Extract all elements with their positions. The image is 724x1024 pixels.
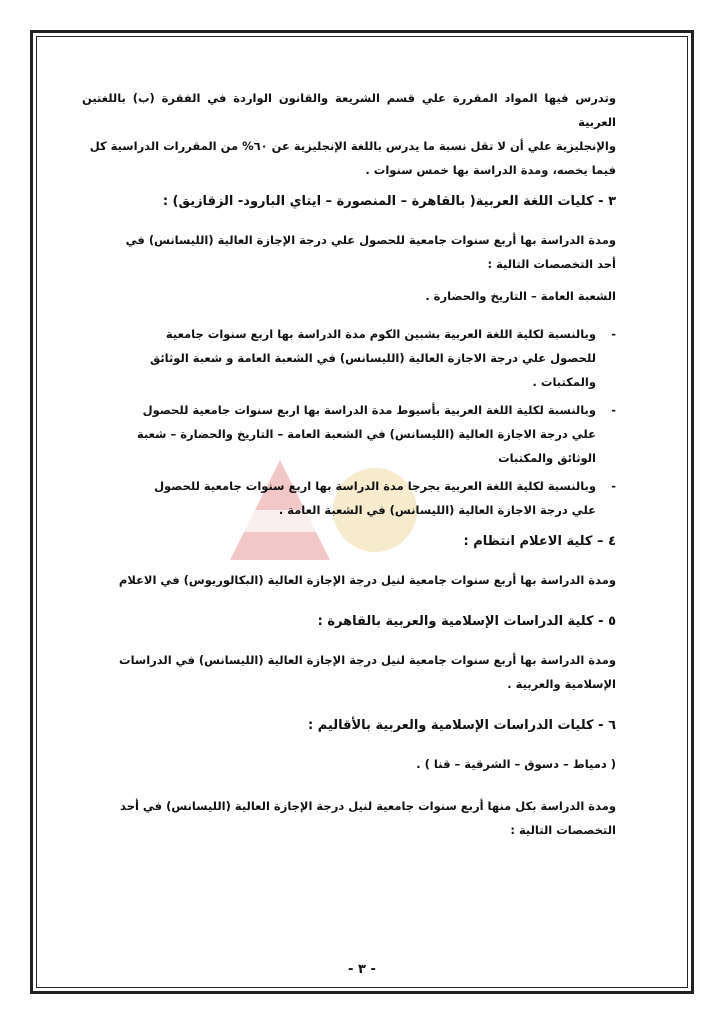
dash-icon: - [611,403,616,417]
section-6-paragraph [82,794,616,842]
intro-paragraph [82,86,616,182]
text-line: والمكتبات . [532,375,596,389]
text-line: الوثائق والمكتبات [498,451,596,465]
section-3-heading: ٣ - كليات اللغة العربية( بالقاهرة – المنصورة – ايتاي البارود- الزقازيق) : [162,194,616,209]
section-3-paragraph [82,228,616,276]
list-item [82,398,616,470]
list-item [82,474,616,522]
page-number: - ٣ - [348,962,376,977]
section-3-bullet-list [82,322,616,522]
text-line: ومدة الدراسة بها أربع سنوات جامعية للحصول علي درجة الإجازة العالية (الليسانس) في [125,233,616,247]
text-line: وبالنسبة لكلية اللغة العربية بشبين الكوم مدة الدراسة بها اربع سنوات جامعية [165,327,596,341]
text-line: أحد التخصصات التالية : [487,257,616,271]
section-6-locations: ( دمياط – دسوق – الشرقية – قنا ) . [416,757,616,771]
text-line: والإنجليزية علي أن لا تقل نسبة ما يدرس باللغة الإنجليزية عن ٦٠% من المقررات الدراسية كل [89,139,616,153]
text-line: ومدة الدراسة بها أربع سنوات جامعية لنيل درجة الإجازة العالية (الليسانس) في الدراسات [119,653,616,667]
text-line: علي درجة الاجازة العالية (الليسانس) في الشعبة العامة – التاريخ والحضارة – شعبة [136,427,596,441]
text-line: وبالنسبة لكلية اللغة العربية بجرجا مدة الدراسة بها اربع سنوات جامعية للحصول [154,479,596,493]
text-line: التخصصات التالية : [510,823,616,837]
section-5-heading: ٥ - كلية الدراسات الإسلامية والعربية بالقاهرة : [317,614,616,629]
section-6-heading: ٦ - كليات الدراسات الإسلامية والعربية بالأقاليم : [307,718,616,733]
dash-icon: - [611,479,616,493]
text-line: الإسلامية والعربية . [507,677,616,691]
section-4-paragraph: ومدة الدراسة بها أربع سنوات جامعية لنيل درجة الإجازة العالية (البكالوريوس) في الاعلام [118,573,616,587]
text-line: ومدة الدراسة بكل منها أربع سنوات جامعية لنيل درجة الإجازة العالية (الليسانس) في أحد [120,799,616,813]
dash-icon: - [611,327,616,341]
section-5-paragraph [82,648,616,696]
section-4-heading: ٤ – كلية الاعلام انتظام : [463,534,616,549]
text-line: وبالنسبة لكلية اللغة العربية بأسيوط مدة الدراسة بها اربع سنوات جامعية للحصول [142,403,596,417]
list-item [82,322,616,394]
document-body [82,86,616,842]
text-line: وتدرس فيها المواد المقررة علي قسم الشريعة والقانون الواردة في الفقرة (ب) باللغتين العربية [82,91,616,129]
section-3-division: الشعبة العامة – التاريخ والحضارة . [425,289,616,303]
text-line: للحصول علي درجة الاجازة العالية (الليسانس) في الشعبة العامة و شعبة الوثائق [149,351,596,365]
text-line: فيما يخصه، ومدة الدراسة بها خمس سنوات . [365,163,616,177]
text-line: علي درجة الاجازة العالية (الليسانس) في الشعبة العامة . [278,503,596,517]
